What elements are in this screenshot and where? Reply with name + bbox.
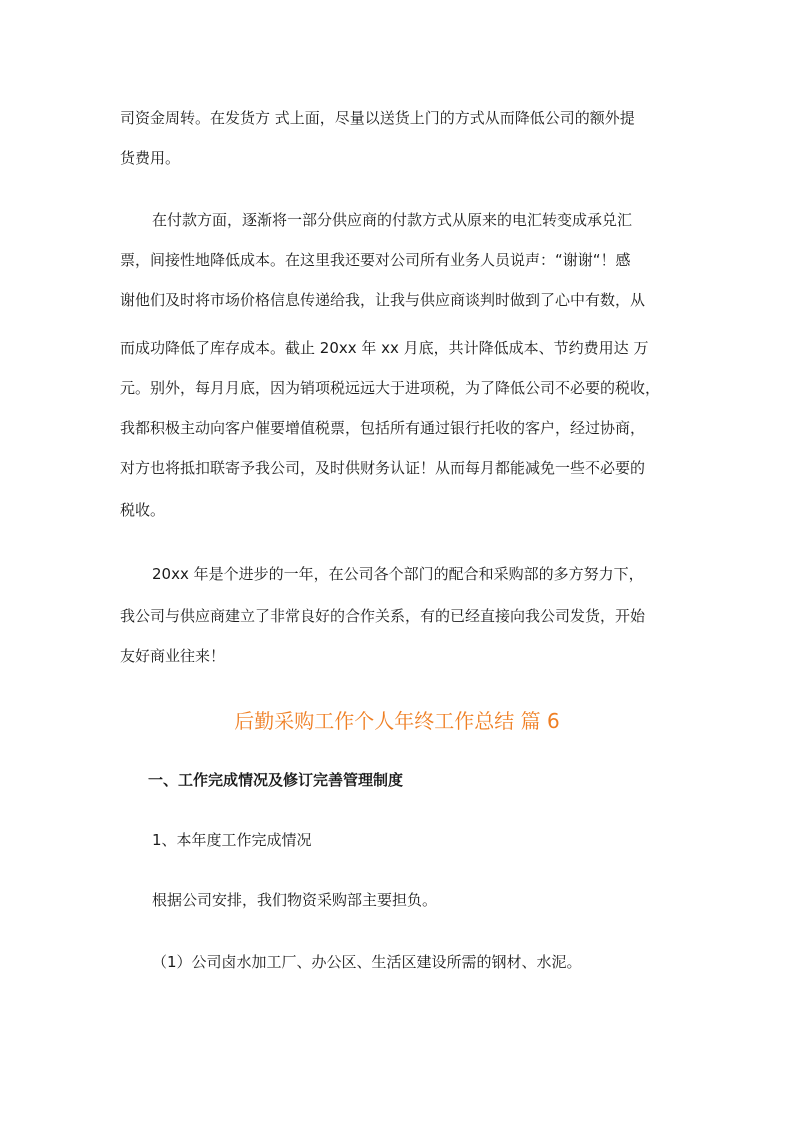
paragraph-3-line-1: 20xx 年是个进步的一年，在公司各个部门的配合和采购部的多方努力下，: [152, 565, 644, 583]
paragraph-2-line-3: 谢他们及时将市场价格信息传递给我，让我与供应商谈判时做到了心中有数，从: [120, 291, 646, 309]
paragraph-2-line-2: 票，间接性地降低成本。在这里我还要对公司所有业务人员说声：“谢谢“！感: [120, 251, 631, 269]
section-title: 后勤采购工作个人年终工作总结 篇 6: [234, 709, 560, 733]
paragraph-2-line-6: 我都积极主动向客户催要增值税票，包括所有通过银行托收的客户，经过协商，: [120, 419, 646, 437]
section-heading: 一、工作完成情况及修订完善管理制度: [148, 771, 404, 789]
paragraph-2-line-5: 元。别外，每月月底，因为销项税远远大于进项税，为了降低公司不必要的税收，: [120, 379, 661, 397]
paragraph-assignment: 根据公司安排，我们物资采购部主要担负。: [152, 891, 438, 909]
list-item-1: （1）公司卤水加工厂、办公区、生活区建设所需的钢材、水泥。: [152, 953, 582, 971]
paragraph-2-line-4: 而成功降低了库存成本。截止 20xx 年 xx 月底，共计降低成本、节约费用达 万: [120, 339, 649, 357]
paragraph-1-line-2: 货费用。: [120, 149, 181, 167]
paragraph-3-line-2: 我公司与供应商建立了非常良好的合作关系，有的已经直接向我公司发货，开始: [120, 607, 646, 625]
paragraph-1-line-1: 司资金周转。在发货方 式上面，尽量以送货上门的方式从而降低公司的额外提: [120, 109, 635, 127]
paragraph-2-line-7: 对方也将抵扣联寄予我公司，及时供财务认证！从而每月都能减免一些不必要的: [120, 459, 646, 477]
paragraph-2-line-8: 税收。: [120, 501, 166, 519]
subheading-work-status: 1、本年度工作完成情况: [152, 831, 312, 849]
paragraph-3-line-3: 友好商业往来！: [120, 647, 226, 665]
paragraph-2-line-1: 在付款方面，逐渐将一部分供应商的付款方式从原来的电汇转变成承兑汇: [152, 211, 633, 229]
